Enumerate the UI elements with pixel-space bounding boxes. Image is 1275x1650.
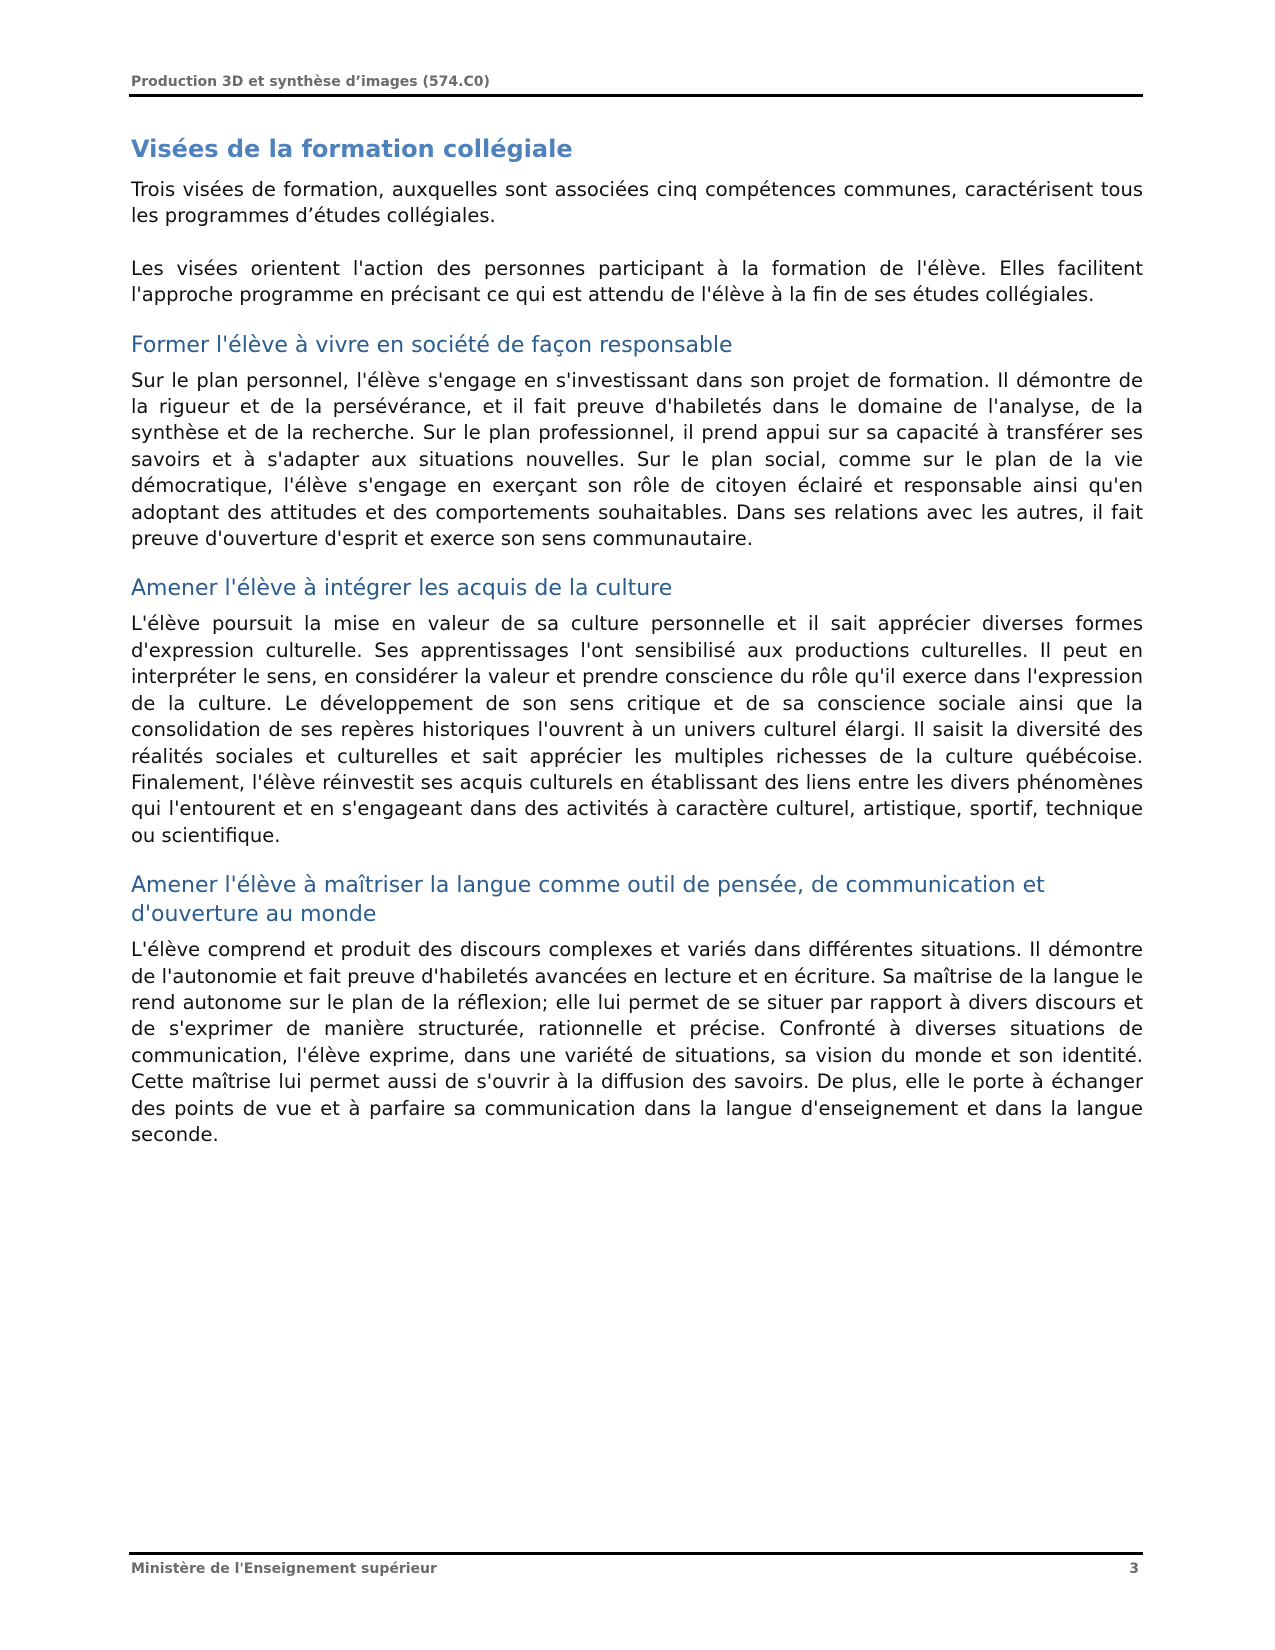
header-rule — [129, 94, 1143, 97]
section-langue — [131, 871, 1143, 1148]
section-paragraph: L'élève poursuit la mise en valeur de sa culture personnelle et il sait apprécier diverses formes d'expression culturelle. Ses apprentissages l'ont sensibilisé aux productions culturelles. Il peut en interpréter le sens, en considérer la valeur et prendre conscience du rôle qu'il exerce dans l'expression de la culture. Le développement de son sens critique et de sa conscience sociale ainsi que la consolidation de ses repères historiques l'ouvrent à un univers culturel élargi. Il saisit la diversité des réalités sociales et culturelles et sait apprécier les multiples richesses de la culture québécoise. Finalement, l'élève réinvestit ses acquis culturels en établissant des liens entre les divers phénomènes qui l'entourent et en s'engageant dans des activités à caractère culturel, artistique, sportif, technique ou scientifique. — [131, 612, 1143, 847]
section-paragraph: L'élève comprend et produit des discours complexes et variés dans différentes situations. Il démontre de l'autonomie et fait preuve d'habiletés avancées en lecture et en écriture. Sa maîtrise de la langue le rend autonome sur le plan de la réflexion; elle lui permet de se situer par rapport à divers discours et de s'exprimer de manière structurée, rationnelle et précise. Confronté à diverses situations de communication, l'élève exprime, dans une variété de situations, sa vision du monde et son identité. Cette maîtrise lui permet aussi de s'ouvrir à la diffusion des savoirs. De plus, elle le porte à échanger des points de vue et à parfaire sa communication dans la langue d'enseignement et dans la langue seconde. — [131, 938, 1143, 1146]
running-header: Production 3D et synthèse d’images (574.C0) — [131, 74, 490, 90]
section-responsabilite — [131, 331, 1143, 553]
footer-rule — [129, 1552, 1143, 1555]
footer-publisher: Ministère de l'Enseignement supérieur — [131, 1561, 437, 1577]
section-heading: Former l'élève à vivre en société de façon responsable — [131, 332, 733, 358]
page-title: Visées de la formation collégiale — [131, 135, 573, 163]
running-footer — [131, 1561, 1143, 1577]
section-paragraph: Sur le plan personnel, l'élève s'engage en s'investissant dans son projet de formation. Il démontre de la rigueur et de la persévérance, et il fait preuve d'habiletés dans le domaine de l'analyse, de la synthèse et de la recherche. Sur le plan professionnel, il prend appui sur sa capacité à transférer ses savoirs et à s'adapter aux situations nouvelles. Sur le plan social, comme sur le plan de la vie démocratique, l'élève s'engage en exerçant son rôle de citoyen éclairé et responsable ainsi qu'en adoptant des attitudes et des comportements souhaitables. Dans ses relations avec les autres, il fait preuve d'ouverture d'esprit et exerce son sens communautaire. — [131, 368, 1143, 551]
section-heading: Amener l'élève à intégrer les acquis de la culture — [131, 576, 673, 602]
section-heading: Amener l'élève à maîtriser la langue comme outil de pensée, de communication et d'ouverture au monde — [131, 873, 1045, 928]
intro-paragraph-2: Les visées orientent l'action des personnes participant à la formation de l'élève. Elles facilitent l'approche programme en précisant ce qui est attendu de l'élève à la fin de ses études collégiales. — [131, 256, 1143, 307]
section-culture — [131, 574, 1143, 849]
intro-paragraph-1: Trois visées de formation, auxquelles sont associées cinq compétences communes, caractérisent tous les programmes d’études collégiales. — [131, 178, 1143, 228]
page-number: 3 — [1129, 1561, 1139, 1577]
page-content — [131, 133, 1143, 1148]
